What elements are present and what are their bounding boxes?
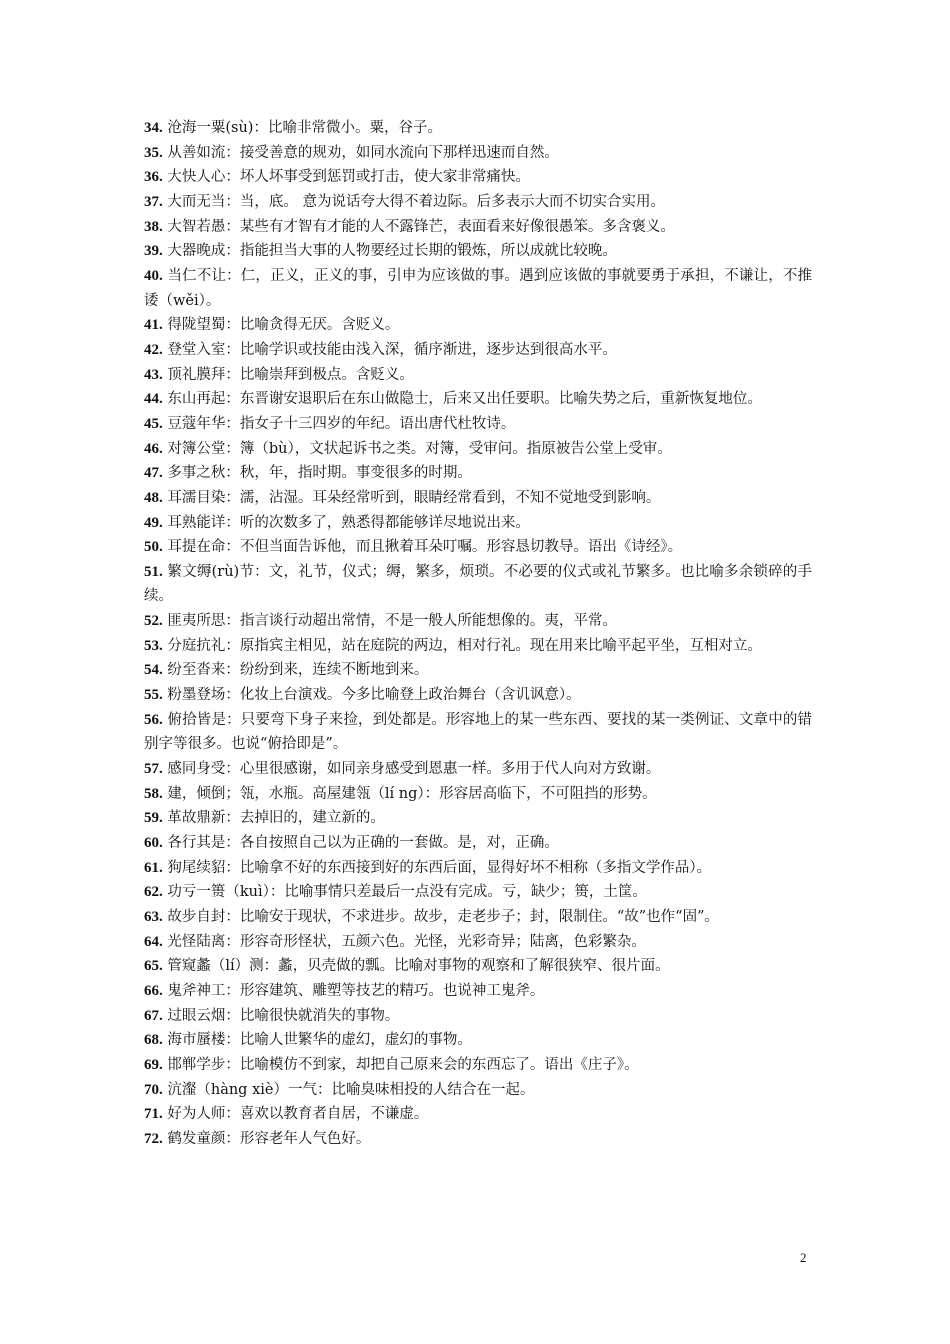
idiom-entry [144,116,812,141]
entry-text: 俯拾皆是：只要弯下身子来捡，到处都是。形容地上的某一些东西、要找的某一类例证、文章中的错别字等很多。也说“俯拾即是”。 [144,711,812,753]
entry-number: 35. [144,144,163,161]
entry-text: 沆瀣（hàng xiè）一气：比喻臭味相投的人结合在一起。 [162,1081,535,1098]
idiom-entry [144,313,812,338]
entry-text: 功亏一篑（kuì）：比喻事情只差最后一点没有完成。亏，缺少；篑，土筐。 [162,884,647,901]
idiom-entry [144,683,812,708]
idiom-list [144,116,812,1152]
entry-number: 55. [144,687,163,704]
idiom-entry [144,880,812,905]
idiom-entry [144,782,812,807]
idiom-entry [144,560,812,609]
entry-text: 耳提在命：不但当面告诉他，而且揪着耳朵叮嘱。形容恳切教导。语出《诗经》。 [162,539,683,556]
idiom-entry [144,1004,812,1029]
entry-text: 东山再起：东晋谢安退职后在东山做隐士，后来又出任要职。比喻失势之后，重新恢复地位。 [162,391,762,408]
idiom-entry [144,1078,812,1103]
entry-number: 44. [144,391,163,408]
entry-text: 大快人心：坏人坏事受到惩罚或打击，使大家非常痛快。 [162,169,530,186]
entry-number: 64. [144,933,163,950]
entry-text: 大而无当：当，底。 意为说话夸大得不着边际。后多表示大而不切实合实用。 [162,193,665,210]
idiom-entry [144,609,812,634]
entry-text: 好为人师：喜欢以教育者自居，不谦虚。 [162,1106,429,1123]
entry-text: 匪夷所思：指言谈行动超出常情，不是一般人所能想像的。夷，平常。 [162,613,617,630]
entry-text: 海市蜃楼：比喻人世繁华的虚幻，虚幻的事物。 [162,1032,472,1049]
entry-number: 70. [144,1081,163,1098]
entry-number: 56. [144,711,163,728]
entry-text: 大器晚成：指能担当大事的人物要经过长期的锻炼，所以成就比较晚。 [162,243,617,260]
entry-number: 41. [144,317,163,334]
entry-text: 登堂入室：比喻学识或技能由浅入深，循序渐进，逐步达到很高水平。 [162,341,617,358]
entry-text: 顶礼膜拜：比喻崇拜到极点。含贬义。 [162,366,414,383]
entry-text: 豆蔻年华：指女子十三四岁的年纪。语出唐代杜牧诗。 [162,415,516,432]
entry-number: 48. [144,489,163,506]
entry-text: 狗尾续貂：比喻拿不好的东西接到好的东西后面，显得好坏不相称（多指文学作品）。 [162,859,712,876]
idiom-entry [144,511,812,536]
entry-text: 过眼云烟：比喻很快就消失的事物。 [162,1007,400,1024]
entry-number: 37. [144,193,163,210]
entry-number: 53. [144,637,163,654]
idiom-entry [144,708,812,757]
idiom-entry [144,856,812,881]
entry-number: 54. [144,662,163,679]
entry-number: 52. [144,613,163,630]
idiom-entry [144,141,812,166]
idiom-entry [144,387,812,412]
entry-number: 72. [144,1130,163,1147]
idiom-entry [144,979,812,1004]
idiom-entry [144,535,812,560]
idiom-entry [144,437,812,462]
entry-text: 繁文缛(rù)节：文，礼节，仪式；缛，繁多，烦琐。不必要的仪式或礼节繁多。也比喻多余锁碎的手续。 [144,563,812,605]
entry-text: 多事之秋：秋，年，指时期。事变很多的时期。 [162,465,472,482]
entry-text: 粉墨登场：化妆上台演戏。今多比喻登上政治舞台（含讥讽意）。 [162,687,581,704]
entry-text: 耳熟能详：听的次数多了，熟悉得都能够详尽地说出来。 [162,514,530,531]
entry-text: 从善如流：接受善意的规劝，如同水流向下那样迅速而自然。 [162,144,559,161]
entry-number: 57. [144,761,163,778]
idiom-entry [144,1127,812,1152]
entry-text: 鬼斧神工：形容建筑、雕塑等技艺的精巧。也说神工鬼斧。 [162,982,545,999]
entry-number: 49. [144,514,163,531]
idiom-entry [144,264,812,313]
entry-number: 45. [144,415,163,432]
entry-text: 分庭抗礼：原指宾主相见，站在庭院的两边，相对行礼。现在用来比喻平起平坐，互相对立。 [162,637,762,654]
entry-text: 革故鼎新：去掉旧的，建立新的。 [162,810,385,827]
entry-text: 得陇望蜀：比喻贪得无厌。含贬义。 [162,317,400,334]
entry-number: 65. [144,958,163,975]
entry-text: 沧海一粟(sù)：比喻非常微小。粟，谷子。 [162,120,442,136]
entry-text: 管窥蠡（lí）测：蠡，贝壳做的瓢。比喻对事物的观察和了解很狭窄、很片面。 [162,958,670,975]
entry-text: 当仁不让：仁，正义，正义的事，引申为应该做的事。遇到应该做的事就要勇于承担，不谦让，不推诿（wěi）。 [144,267,812,309]
idiom-entry [144,338,812,363]
entry-number: 38. [144,218,163,235]
entry-number: 61. [144,859,163,876]
idiom-entry [144,905,812,930]
entry-text: 感同身受：心里很感谢，如同亲身感受到恩惠一样。多用于代人向对方致谢。 [162,761,661,778]
entry-number: 67. [144,1007,163,1024]
idiom-entry [144,215,812,240]
idiom-entry [144,165,812,190]
entry-text: 光怪陆离：形容奇形怪状，五颜六色。光怪，光彩奇异；陆离，色彩繁杂。 [162,933,646,950]
idiom-entry [144,954,812,979]
entry-number: 43. [144,366,163,383]
entry-number: 46. [144,440,163,457]
entry-text: 纷至沓来：纷纷到来，连续不断地到来。 [162,662,429,679]
entry-text: 对簿公堂：簿（bù），文状起诉书之类。对簿，受审问。指原被告公堂上受审。 [162,440,672,457]
entry-number: 71. [144,1106,163,1123]
entry-number: 34. [144,120,163,136]
idiom-entry [144,1028,812,1053]
idiom-entry [144,412,812,437]
idiom-entry [144,1053,812,1078]
idiom-entry [144,239,812,264]
entry-number: 69. [144,1056,163,1073]
entry-text: 鹤发童颜：形容老年人气色好。 [162,1130,371,1147]
entry-text: 建，倾倒；瓴，水瓶。高屋建瓴（lí ng）：形容居高临下，不可阻挡的形势。 [162,785,657,802]
idiom-entry [144,658,812,683]
idiom-entry [144,363,812,388]
entry-number: 36. [144,169,163,186]
entry-text: 邯郸学步：比喻模仿不到家，却把自己原来会的东西忘了。语出《庄子》。 [162,1056,639,1073]
page-number: 2 [800,1250,807,1265]
idiom-entry [144,486,812,511]
idiom-entry [144,190,812,215]
entry-number: 47. [144,465,163,482]
entry-text: 各行其是：各自按照自己以为正确的一套做。是，对，正确。 [162,835,559,852]
entry-number: 60. [144,835,163,852]
entry-number: 39. [144,243,163,260]
entry-number: 58. [144,785,163,802]
idiom-entry [144,1102,812,1127]
entry-number: 66. [144,982,163,999]
entry-text: 大智若愚：某些有才智有才能的人不露锋芒，表面看来好像很愚笨。多含褒义。 [162,218,675,235]
entry-text: 故步自封：比喻安于现状，不求进步。故步，走老步子；封，限制住。“故”也作“固”。 [162,909,720,925]
entry-number: 40. [144,267,163,284]
idiom-entry [144,806,812,831]
idiom-entry [144,461,812,486]
idiom-entry [144,930,812,955]
entry-text: 耳濡目染：濡，沾湿。耳朵经常听到，眼睛经常看到，不知不觉地受到影响。 [162,489,661,506]
entry-number: 68. [144,1032,163,1049]
entry-number: 51. [144,563,163,580]
entry-number: 63. [144,909,163,925]
idiom-entry [144,831,812,856]
entry-number: 59. [144,810,163,827]
idiom-entry [144,634,812,659]
idiom-entry [144,757,812,782]
entry-number: 42. [144,341,163,358]
entry-number: 62. [144,884,163,901]
entry-number: 50. [144,539,163,556]
